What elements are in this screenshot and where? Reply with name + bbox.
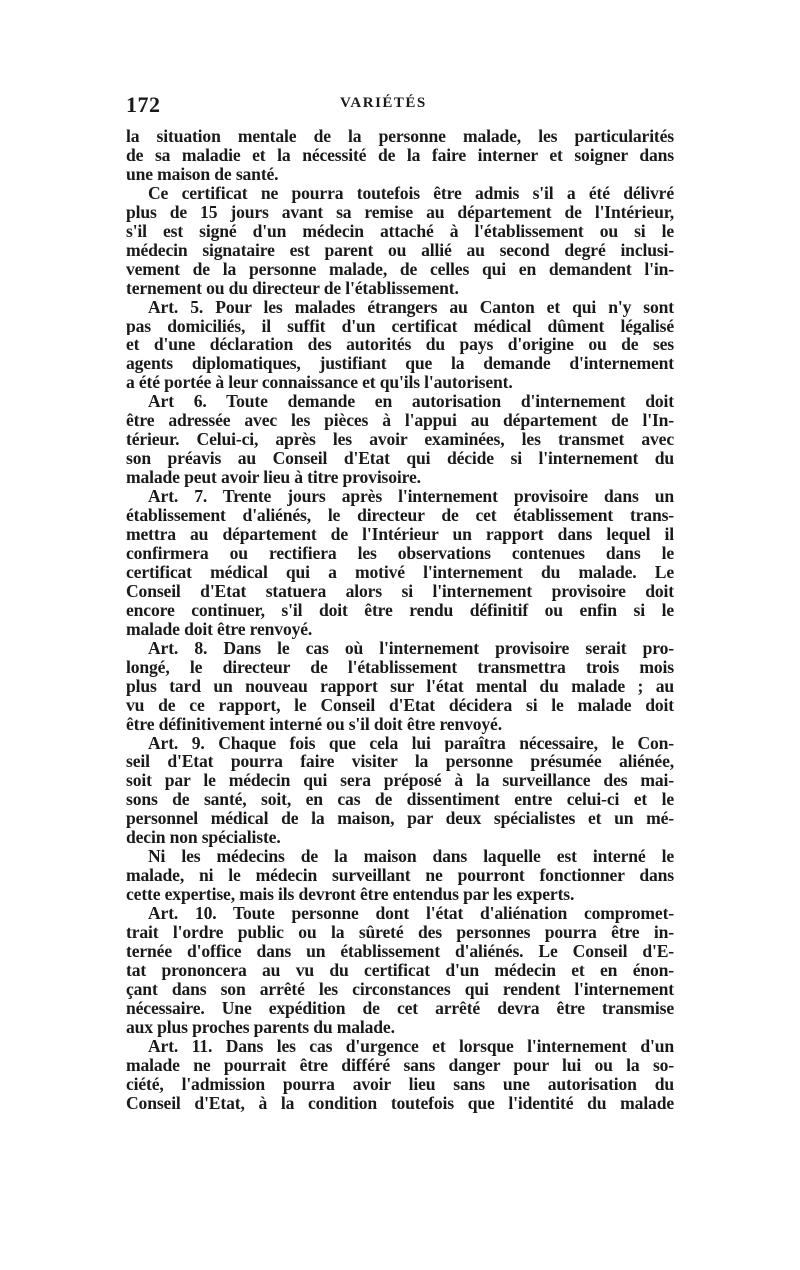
text-line: médecin signataire est parent ou allié au second degré inclusi- xyxy=(126,240,674,260)
text-line: malade ne pourrait être différé sans danger pour lui ou la so- xyxy=(126,1055,674,1075)
text-line: la situation mentale de la personne malade, les particularités xyxy=(126,127,674,146)
text-line: tat prononcera au vu du certificat d'un médecin et en énon- xyxy=(126,960,674,980)
text-line: vement de la personne malade, de celles qui en demandent l'in- xyxy=(126,259,674,279)
text-line: térieur. Celui-ci, après les avoir examinées, les transmet avec xyxy=(126,430,674,450)
text-line: nécessaire. Une expédition de cet arrêté devra être transmise xyxy=(126,998,674,1018)
text-line: Art 6. Toute demande en autorisation d'internement doit xyxy=(148,392,674,412)
text-line: établissement d'aliénés, le directeur de cet établissement trans- xyxy=(126,506,674,526)
text-line: personnel médical de la maison, par deux spécialistes et un mé- xyxy=(126,809,674,829)
text-line: pas domiciliés, il suffit d'un certificat médical dûment légalisé xyxy=(126,316,674,336)
text-line: soit par le médecin qui sera préposé à la surveillance des mai- xyxy=(126,771,674,791)
text-line: confirmera ou rectifiera les observations contenues dans le xyxy=(126,543,674,563)
text-line: sons de santé, soit, en cas de dissentiment entre celui-ci et le xyxy=(126,790,674,810)
text-line: Art. 5. Pour les malades étrangers au Canton et qui n'y sont xyxy=(148,297,674,317)
text-line: agents diplomatiques, justifiant que la demande d'internement xyxy=(126,354,674,374)
text-line: de sa maladie et la nécessité de la faire interner et soigner dans xyxy=(126,145,674,165)
text-line: vu de ce rapport, le Conseil d'Etat décidera si le malade doit xyxy=(126,695,674,715)
text-line: s'il est signé d'un médecin attaché à l'établissement ou si le xyxy=(126,221,674,241)
text-line: certificat médical qui a motivé l'internement du malade. Le xyxy=(126,562,674,582)
text-line: Art. 7. Trente jours après l'internement provisoire dans un xyxy=(148,487,674,507)
text-line: Conseil d'Etat statuera alors si l'internement provisoire doit xyxy=(126,581,674,601)
text-line: Art. 10. Toute personne dont l'état d'aliénation compromet- xyxy=(148,904,674,924)
text-line: longé, le directeur de l'établissement transmettra trois mois xyxy=(126,657,674,677)
text-line: plus tard un nouveau rapport sur l'état mental du malade ; au xyxy=(126,676,674,696)
text-line: aux plus proches parents du malade. xyxy=(126,1017,395,1037)
body-text xyxy=(126,127,674,1113)
text-line: Art. 11. Dans les cas d'urgence et lorsque l'internement d'un xyxy=(148,1036,674,1056)
text-line: être définitivement interné ou s'il doit être renvoyé. xyxy=(126,714,502,734)
text-line: Art. 8. Dans le cas où l'internement provisoire serait pro- xyxy=(148,638,674,658)
text-line: seil d'Etat pourra faire visiter la personne présumée aliénée, xyxy=(126,752,674,772)
text-line: être adressée avec les pièces à l'appui au département de l'In- xyxy=(126,411,674,431)
text-line: malade, ni le médecin surveillant ne pourront fonctionner dans xyxy=(126,866,674,886)
text-line: trait l'ordre public ou la sûreté des personnes pourra être in- xyxy=(126,923,674,942)
text-line: ternée d'office dans un établissement d'aliénés. Le Conseil d'E- xyxy=(126,941,674,961)
text-line: ternement ou du directeur de l'établissement. xyxy=(126,278,459,298)
text-line: ciété, l'admission pourra avoir lieu sans une autorisation du xyxy=(126,1074,674,1094)
text-line: malade doit être renvoyé. xyxy=(126,619,313,639)
text-line: decin non spécialiste. xyxy=(126,828,281,848)
text-line: cette expertise, mais ils devront être entendus par les experts. xyxy=(126,885,575,905)
text-line: une maison de santé. xyxy=(126,164,279,184)
text-line: Ce certificat ne pourra toutefois être admis s'il a été délivré xyxy=(148,183,674,203)
text-line: Conseil d'Etat, à la condition toutefois que l'identité du malade xyxy=(126,1093,674,1113)
text-line: çant dans son arrêté les circonstances qui rendent l'internement xyxy=(126,979,674,999)
text-line: a été portée à leur connaissance et qu'ils l'autorisent. xyxy=(126,373,513,393)
running-head xyxy=(126,92,674,122)
page-number: 172 xyxy=(126,92,161,117)
text-line: plus de 15 jours avant sa remise au département de l'Intérieur, xyxy=(126,202,674,222)
text-line: et d'une déclaration des autorités du pays d'origine ou de ses xyxy=(126,335,674,355)
running-title: VARIÉTÉS xyxy=(340,95,427,111)
text-line: encore continuer, s'il doit être rendu définitif ou enfin si le xyxy=(126,600,674,620)
text-line: Art. 9. Chaque fois que cela lui paraîtra nécessaire, le Con- xyxy=(148,733,674,753)
text-line: malade peut avoir lieu à titre provisoire. xyxy=(126,468,421,488)
text-line: mettra au département de l'Intérieur un rapport dans lequel il xyxy=(126,525,674,544)
text-line: son préavis au Conseil d'Etat qui décide si l'internement du xyxy=(126,449,674,469)
text-line: Ni les médecins de la maison dans laquelle est interné le xyxy=(148,847,674,867)
